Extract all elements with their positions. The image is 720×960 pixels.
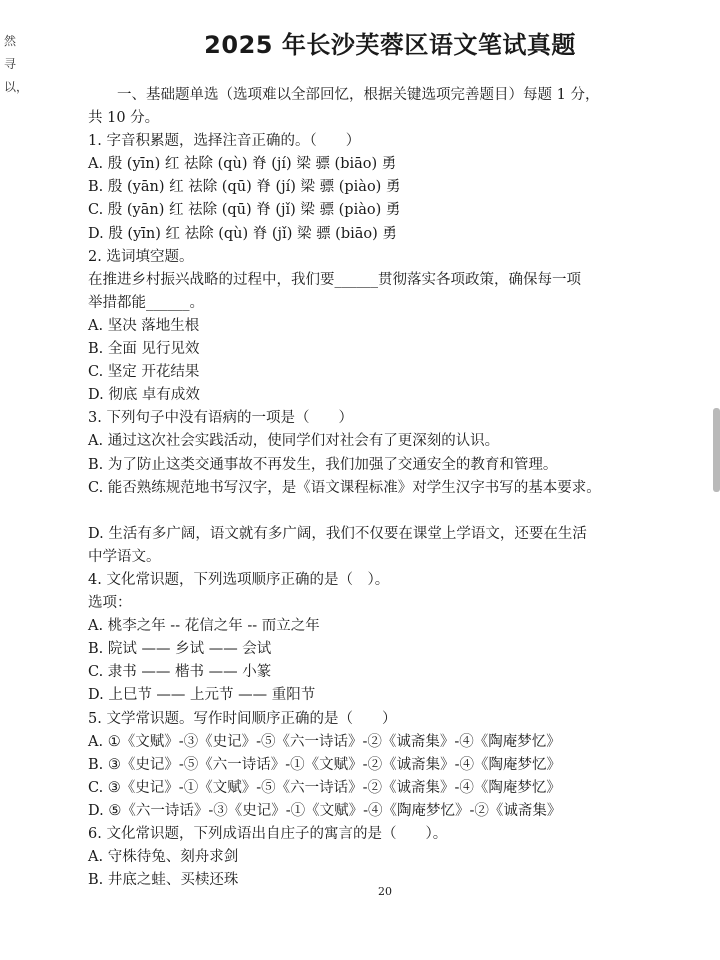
text-line: C. 殷 (yān) 红 祛除 (qū) 脊 (jǐ) 梁 骠 (piào) 勇 — [88, 202, 401, 219]
page-title: 2025 年长沙芙蓉区语文笔试真题 — [204, 31, 576, 59]
scrollbar-thumb[interactable] — [713, 408, 720, 492]
edge-char: 寻 — [4, 57, 17, 71]
text-line: 4. 文化常识题，下列选项顺序正确的是（ ）。 — [88, 571, 390, 588]
text-line: A. 桃李之年 -- 花信之年 -- 而立之年 — [88, 618, 320, 635]
edge-char: 然 — [4, 34, 17, 48]
text-line: A. ①《文赋》-③《史记》-⑤《六一诗话》-②《诚斋集》-④《陶庵梦忆》 — [88, 733, 561, 750]
text-line: B. 为了防止这类交通事故不再发生，我们加强了交通安全的教育和管理。 — [88, 456, 558, 473]
text-line: 1. 字音积累题，选择注音正确的。（ ） — [88, 133, 361, 150]
text-line: C. 坚定 开花结果 — [88, 364, 200, 381]
text-line: 6. 文化常识题，下列成语出自庄子的寓言的是（ ）。 — [88, 826, 448, 842]
edge-char: 以， — [4, 80, 29, 94]
text-line: A. 坚决 落地生根 — [88, 317, 200, 334]
text-line: 5. 文学常识题。写作时间顺序正确的是（ ） — [88, 710, 397, 727]
text-line: C. ③《史记》-①《文赋》-⑤《六一诗话》-②《诚斋集》-④《陶庵梦忆》 — [88, 779, 561, 796]
text-line: 3. 下列句子中没有语病的一项是（ ） — [88, 410, 353, 427]
text-line: 2. 选词填空题。 — [88, 248, 194, 265]
text-line: A. 殷 (yīn) 红 祛除 (qù) 脊 (jí) 梁 骠 (biāo) 勇 — [88, 156, 397, 173]
text-line: D. 彻底 卓有成效 — [88, 387, 200, 404]
text-line: B. 全面 见行见效 — [88, 341, 200, 358]
text-line: C. 能否熟练规范地书写汉字，是《语文课程标准》对学生汉字书写的基本要求。 — [88, 479, 601, 496]
text-line: 选项： — [88, 595, 132, 612]
text-line: D. 殷 (yīn) 红 祛除 (qù) 脊 (jǐ) 梁 骠 (biāo) 勇 — [88, 225, 397, 242]
text-line: D. ⑤《六一诗话》-③《史记》-①《文赋》-④《陶庵梦忆》-②《诚斋集》 — [88, 802, 562, 819]
exam-content — [88, 84, 688, 892]
text-line: D. 上巳节 —— 上元节 —— 重阳节 — [88, 687, 316, 704]
page-number: 20 — [378, 885, 392, 898]
text-line: B. 殷 (yān) 红 祛除 (qū) 脊 (jí) 梁 骠 (piào) 勇 — [88, 179, 401, 196]
text-line: 共 10 分。 — [88, 110, 160, 127]
text-line: 中学语文。 — [88, 548, 161, 565]
text-line: A. 通过这次社会实践活动，使同学们对社会有了更深刻的认识。 — [88, 433, 500, 450]
text-line: B. 院试 —— 乡试 —— 会试 — [88, 641, 272, 658]
text-line: D. 生活有多广阔，语文就有多广阔，我们不仅要在课堂上学语文，还要在生活 — [88, 525, 587, 542]
text-line: 一、基础题单选（选项难以全部回忆，根据关键选项完善题目）每题 1 分， — [117, 87, 600, 103]
blank-line — [88, 500, 688, 523]
text-line: B. 井底之蛙、买椟还珠 — [88, 872, 239, 889]
text-line: B. ③《史记》-⑤《六一诗话》-①《文赋》-②《诚斋集》-④《陶庵梦忆》 — [88, 756, 561, 773]
text-line: C. 隶书 —— 楷书 —— 小篆 — [88, 664, 272, 681]
text-line: 在推进乡村振兴战略的过程中，我们要______贯彻落实各项政策，确保每一项 — [88, 271, 581, 288]
text-line: A. 守株待兔、刻舟求剑 — [88, 849, 239, 866]
text-line: 举措都能______。 — [88, 294, 204, 311]
